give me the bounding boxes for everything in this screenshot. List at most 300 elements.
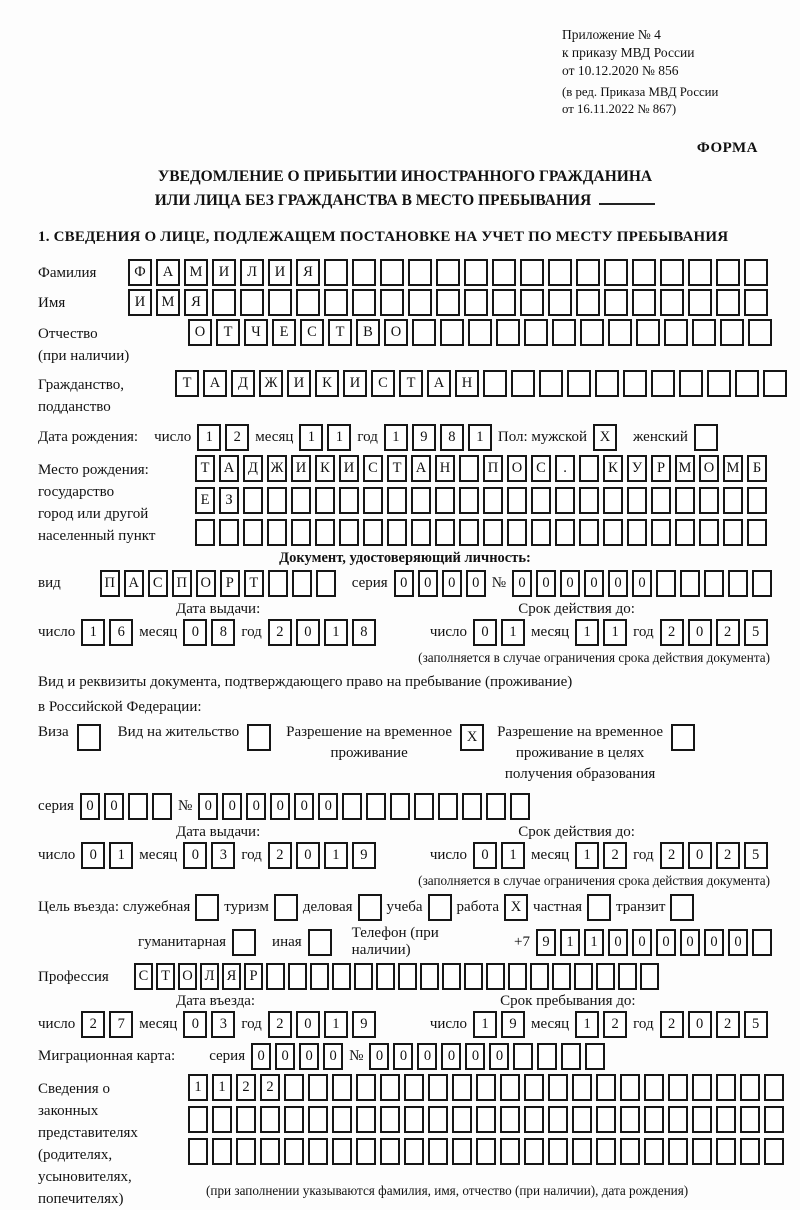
- char-box[interactable]: [728, 570, 748, 597]
- id-doc-number-input[interactable]: [512, 570, 772, 597]
- char-box[interactable]: 7: [109, 1011, 133, 1038]
- char-box[interactable]: [438, 793, 458, 820]
- char-box[interactable]: Е: [195, 487, 215, 514]
- char-box[interactable]: [651, 519, 671, 546]
- char-box[interactable]: 3: [211, 842, 235, 869]
- char-box[interactable]: 2: [660, 842, 684, 869]
- char-box[interactable]: [735, 370, 759, 397]
- char-box[interactable]: [332, 1106, 352, 1133]
- char-box[interactable]: [236, 1106, 256, 1133]
- surname-input[interactable]: [128, 259, 768, 286]
- char-box[interactable]: 0: [323, 1043, 343, 1070]
- char-box[interactable]: Т: [328, 319, 352, 346]
- char-box[interactable]: И: [291, 455, 311, 482]
- char-box[interactable]: [723, 519, 743, 546]
- char-box[interactable]: 0: [80, 793, 100, 820]
- char-box[interactable]: 0: [473, 619, 497, 646]
- char-box[interactable]: У: [627, 455, 647, 482]
- char-box[interactable]: 0: [512, 570, 532, 597]
- char-box[interactable]: [675, 487, 695, 514]
- id-doc-type-input[interactable]: [100, 570, 336, 597]
- char-box[interactable]: [291, 519, 311, 546]
- char-box[interactable]: [620, 1106, 640, 1133]
- char-box[interactable]: 1: [109, 842, 133, 869]
- char-box[interactable]: [632, 259, 656, 286]
- char-box[interactable]: [500, 1106, 520, 1133]
- purpose-official-checkbox[interactable]: [195, 894, 219, 921]
- char-box[interactable]: [716, 1138, 736, 1165]
- char-box[interactable]: [390, 793, 410, 820]
- char-box[interactable]: [468, 319, 492, 346]
- char-box[interactable]: М: [184, 259, 208, 286]
- char-box[interactable]: А: [219, 455, 239, 482]
- birthplace-input-row3[interactable]: [195, 519, 767, 546]
- char-box[interactable]: [356, 1074, 376, 1101]
- char-box[interactable]: 0: [608, 929, 628, 956]
- char-box[interactable]: 2: [660, 619, 684, 646]
- char-box[interactable]: 1: [299, 424, 323, 451]
- char-box[interactable]: 1: [384, 424, 408, 451]
- char-box[interactable]: М: [675, 455, 695, 482]
- char-box[interactable]: [404, 1074, 424, 1101]
- char-box[interactable]: [668, 1074, 688, 1101]
- char-box[interactable]: [579, 487, 599, 514]
- char-box[interactable]: [507, 487, 527, 514]
- char-box[interactable]: 2: [81, 1011, 105, 1038]
- char-box[interactable]: О: [196, 570, 216, 597]
- char-box[interactable]: [411, 487, 431, 514]
- char-box[interactable]: [618, 963, 637, 990]
- char-box[interactable]: 1: [560, 929, 580, 956]
- char-box[interactable]: П: [172, 570, 192, 597]
- char-box[interactable]: 5: [744, 1011, 768, 1038]
- char-box[interactable]: [376, 963, 395, 990]
- char-box[interactable]: [679, 370, 703, 397]
- char-box[interactable]: [596, 963, 615, 990]
- stay-year-input[interactable]: [660, 1011, 768, 1038]
- char-box[interactable]: [524, 319, 548, 346]
- id-expiry-day-input[interactable]: [473, 619, 525, 646]
- char-box[interactable]: 9: [352, 1011, 376, 1038]
- char-box[interactable]: 0: [418, 570, 438, 597]
- char-box[interactable]: [128, 793, 148, 820]
- birth-year-input[interactable]: [384, 424, 492, 451]
- char-box[interactable]: 0: [296, 619, 320, 646]
- char-box[interactable]: 0: [104, 793, 124, 820]
- char-box[interactable]: [692, 1074, 712, 1101]
- char-box[interactable]: [332, 1074, 352, 1101]
- char-box[interactable]: 2: [716, 1011, 740, 1038]
- char-box[interactable]: [555, 487, 575, 514]
- char-box[interactable]: [476, 1074, 496, 1101]
- char-box[interactable]: [580, 319, 604, 346]
- char-box[interactable]: 0: [688, 842, 712, 869]
- char-box[interactable]: 1: [324, 842, 348, 869]
- purpose-work-checkbox[interactable]: X: [504, 894, 528, 921]
- char-box[interactable]: [492, 259, 516, 286]
- char-box[interactable]: [492, 289, 516, 316]
- char-box[interactable]: 8: [440, 424, 464, 451]
- char-box[interactable]: [531, 487, 551, 514]
- char-box[interactable]: [352, 259, 376, 286]
- char-box[interactable]: [476, 1138, 496, 1165]
- char-box[interactable]: С: [148, 570, 168, 597]
- char-box[interactable]: [688, 289, 712, 316]
- char-box[interactable]: [260, 1138, 280, 1165]
- char-box[interactable]: 8: [352, 619, 376, 646]
- char-box[interactable]: [428, 1074, 448, 1101]
- char-box[interactable]: [608, 319, 632, 346]
- char-box[interactable]: [508, 963, 527, 990]
- char-box[interactable]: [680, 570, 700, 597]
- char-box[interactable]: А: [124, 570, 144, 597]
- purpose-private-checkbox[interactable]: [587, 894, 611, 921]
- char-box[interactable]: [496, 319, 520, 346]
- entry-month-input[interactable]: [183, 1011, 235, 1038]
- char-box[interactable]: [537, 1043, 557, 1070]
- char-box[interactable]: [531, 519, 551, 546]
- char-box[interactable]: [524, 1106, 544, 1133]
- char-box[interactable]: Т: [156, 963, 175, 990]
- char-box[interactable]: 0: [393, 1043, 413, 1070]
- char-box[interactable]: 0: [632, 570, 652, 597]
- purpose-transit-checkbox[interactable]: [670, 894, 694, 921]
- char-box[interactable]: [764, 1138, 784, 1165]
- char-box[interactable]: Л: [240, 259, 264, 286]
- char-box[interactable]: [623, 370, 647, 397]
- char-box[interactable]: [284, 1106, 304, 1133]
- char-box[interactable]: [644, 1138, 664, 1165]
- char-box[interactable]: [740, 1106, 760, 1133]
- char-box[interactable]: [644, 1074, 664, 1101]
- char-box[interactable]: А: [156, 259, 180, 286]
- char-box[interactable]: 9: [412, 424, 436, 451]
- char-box[interactable]: [524, 1074, 544, 1101]
- char-box[interactable]: [740, 1074, 760, 1101]
- char-box[interactable]: [752, 570, 772, 597]
- char-box[interactable]: 0: [296, 1011, 320, 1038]
- char-box[interactable]: [660, 259, 684, 286]
- char-box[interactable]: 1: [501, 842, 525, 869]
- char-box[interactable]: П: [483, 455, 503, 482]
- char-box[interactable]: [764, 1106, 784, 1133]
- char-box[interactable]: 0: [417, 1043, 437, 1070]
- char-box[interactable]: 0: [704, 929, 724, 956]
- res-issue-year-input[interactable]: [268, 842, 376, 869]
- char-box[interactable]: [596, 1074, 616, 1101]
- char-box[interactable]: 2: [603, 842, 627, 869]
- sex-female-checkbox[interactable]: [694, 424, 718, 451]
- char-box[interactable]: О: [178, 963, 197, 990]
- char-box[interactable]: 2: [716, 619, 740, 646]
- char-box[interactable]: 0: [246, 793, 266, 820]
- char-box[interactable]: 9: [352, 842, 376, 869]
- char-box[interactable]: [308, 1106, 328, 1133]
- representatives-input-row1[interactable]: [188, 1074, 784, 1101]
- char-box[interactable]: 2: [236, 1074, 256, 1101]
- char-box[interactable]: [188, 1106, 208, 1133]
- char-box[interactable]: [660, 289, 684, 316]
- char-box[interactable]: [632, 289, 656, 316]
- char-box[interactable]: .: [555, 455, 575, 482]
- char-box[interactable]: [651, 487, 671, 514]
- char-box[interactable]: О: [188, 319, 212, 346]
- char-box[interactable]: [764, 1074, 784, 1101]
- char-box[interactable]: [188, 1138, 208, 1165]
- char-box[interactable]: [435, 519, 455, 546]
- res-expiry-month-input[interactable]: [575, 842, 627, 869]
- char-box[interactable]: [324, 289, 348, 316]
- char-box[interactable]: 1: [575, 842, 599, 869]
- purpose-humanitarian-checkbox[interactable]: [232, 929, 256, 956]
- char-box[interactable]: [510, 793, 530, 820]
- char-box[interactable]: Р: [244, 963, 263, 990]
- representatives-input-row3[interactable]: [188, 1138, 784, 1165]
- char-box[interactable]: С: [363, 455, 383, 482]
- char-box[interactable]: 0: [296, 842, 320, 869]
- char-box[interactable]: [692, 319, 716, 346]
- char-box[interactable]: [363, 519, 383, 546]
- char-box[interactable]: [704, 570, 724, 597]
- char-box[interactable]: [720, 319, 744, 346]
- char-box[interactable]: [464, 963, 483, 990]
- char-box[interactable]: [572, 1138, 592, 1165]
- char-box[interactable]: Ж: [267, 455, 287, 482]
- char-box[interactable]: [548, 259, 572, 286]
- char-box[interactable]: [486, 963, 505, 990]
- char-box[interactable]: 5: [744, 619, 768, 646]
- char-box[interactable]: 1: [324, 619, 348, 646]
- char-box[interactable]: [548, 1138, 568, 1165]
- char-box[interactable]: Ф: [128, 259, 152, 286]
- char-box[interactable]: М: [156, 289, 180, 316]
- char-box[interactable]: 1: [468, 424, 492, 451]
- purpose-tourism-checkbox[interactable]: [274, 894, 298, 921]
- char-box[interactable]: [692, 1138, 712, 1165]
- char-box[interactable]: [352, 289, 376, 316]
- char-box[interactable]: [572, 1074, 592, 1101]
- char-box[interactable]: 2: [268, 842, 292, 869]
- char-box[interactable]: [380, 1138, 400, 1165]
- char-box[interactable]: [627, 487, 647, 514]
- char-box[interactable]: [483, 487, 503, 514]
- purpose-business-checkbox[interactable]: [358, 894, 382, 921]
- char-box[interactable]: [296, 289, 320, 316]
- char-box[interactable]: [292, 570, 312, 597]
- char-box[interactable]: 0: [441, 1043, 461, 1070]
- char-box[interactable]: [752, 929, 772, 956]
- char-box[interactable]: 0: [222, 793, 242, 820]
- char-box[interactable]: [530, 963, 549, 990]
- char-box[interactable]: М: [723, 455, 743, 482]
- char-box[interactable]: [604, 259, 628, 286]
- char-box[interactable]: [354, 963, 373, 990]
- char-box[interactable]: Т: [387, 455, 407, 482]
- char-box[interactable]: [744, 259, 768, 286]
- id-issue-month-input[interactable]: [183, 619, 235, 646]
- char-box[interactable]: [555, 519, 575, 546]
- char-box[interactable]: 0: [183, 842, 207, 869]
- char-box[interactable]: [520, 289, 544, 316]
- char-box[interactable]: 3: [211, 1011, 235, 1038]
- char-box[interactable]: [524, 1138, 544, 1165]
- char-box[interactable]: 0: [608, 570, 628, 597]
- char-box[interactable]: 0: [728, 929, 748, 956]
- char-box[interactable]: [603, 487, 623, 514]
- char-box[interactable]: [324, 259, 348, 286]
- char-box[interactable]: [748, 319, 772, 346]
- id-expiry-month-input[interactable]: [575, 619, 627, 646]
- char-box[interactable]: [356, 1138, 376, 1165]
- purpose-other-checkbox[interactable]: [308, 929, 332, 956]
- char-box[interactable]: [644, 1106, 664, 1133]
- char-box[interactable]: [243, 519, 263, 546]
- char-box[interactable]: Н: [455, 370, 479, 397]
- char-box[interactable]: [699, 519, 719, 546]
- citizenship-input[interactable]: [175, 370, 787, 397]
- birth-day-input[interactable]: [197, 424, 249, 451]
- char-box[interactable]: 2: [716, 842, 740, 869]
- char-box[interactable]: 8: [211, 619, 235, 646]
- char-box[interactable]: [212, 1138, 232, 1165]
- char-box[interactable]: Д: [243, 455, 263, 482]
- char-box[interactable]: 1: [212, 1074, 232, 1101]
- char-box[interactable]: [476, 1106, 496, 1133]
- char-box[interactable]: 2: [225, 424, 249, 451]
- char-box[interactable]: [452, 1074, 472, 1101]
- char-box[interactable]: [548, 289, 572, 316]
- char-box[interactable]: [692, 1106, 712, 1133]
- char-box[interactable]: Ж: [259, 370, 283, 397]
- char-box[interactable]: [404, 1106, 424, 1133]
- migration-series-input[interactable]: [251, 1043, 343, 1070]
- char-box[interactable]: К: [315, 370, 339, 397]
- char-box[interactable]: Я: [184, 289, 208, 316]
- char-box[interactable]: [212, 1106, 232, 1133]
- char-box[interactable]: И: [343, 370, 367, 397]
- char-box[interactable]: 0: [183, 1011, 207, 1038]
- char-box[interactable]: 0: [442, 570, 462, 597]
- char-box[interactable]: [627, 519, 647, 546]
- char-box[interactable]: Ч: [244, 319, 268, 346]
- char-box[interactable]: [747, 519, 767, 546]
- char-box[interactable]: 0: [318, 793, 338, 820]
- char-box[interactable]: [243, 487, 263, 514]
- char-box[interactable]: [308, 1074, 328, 1101]
- char-box[interactable]: 5: [744, 842, 768, 869]
- char-box[interactable]: [668, 1106, 688, 1133]
- char-box[interactable]: [603, 519, 623, 546]
- char-box[interactable]: 0: [489, 1043, 509, 1070]
- char-box[interactable]: [267, 487, 287, 514]
- char-box[interactable]: [640, 963, 659, 990]
- char-box[interactable]: 0: [294, 793, 314, 820]
- char-box[interactable]: [420, 963, 439, 990]
- char-box[interactable]: 1: [473, 1011, 497, 1038]
- char-box[interactable]: С: [300, 319, 324, 346]
- char-box[interactable]: [268, 289, 292, 316]
- char-box[interactable]: П: [100, 570, 120, 597]
- char-box[interactable]: 0: [369, 1043, 389, 1070]
- char-box[interactable]: [716, 1074, 736, 1101]
- char-box[interactable]: [459, 519, 479, 546]
- char-box[interactable]: [552, 319, 576, 346]
- char-box[interactable]: К: [603, 455, 623, 482]
- temp-residence-checkbox[interactable]: X: [460, 724, 484, 751]
- id-doc-series-input[interactable]: [394, 570, 486, 597]
- char-box[interactable]: [288, 963, 307, 990]
- char-box[interactable]: [342, 793, 362, 820]
- char-box[interactable]: 0: [688, 1011, 712, 1038]
- char-box[interactable]: [436, 259, 460, 286]
- char-box[interactable]: Я: [296, 259, 320, 286]
- char-box[interactable]: [572, 1106, 592, 1133]
- visa-checkbox[interactable]: [77, 724, 101, 751]
- char-box[interactable]: 0: [394, 570, 414, 597]
- char-box[interactable]: [511, 370, 535, 397]
- char-box[interactable]: [716, 289, 740, 316]
- char-box[interactable]: [464, 289, 488, 316]
- char-box[interactable]: [436, 289, 460, 316]
- char-box[interactable]: [699, 487, 719, 514]
- char-box[interactable]: [412, 319, 436, 346]
- char-box[interactable]: [356, 1106, 376, 1133]
- char-box[interactable]: 6: [109, 619, 133, 646]
- char-box[interactable]: Т: [175, 370, 199, 397]
- entry-day-input[interactable]: [81, 1011, 133, 1038]
- res-doc-series-input[interactable]: [80, 793, 172, 820]
- char-box[interactable]: О: [507, 455, 527, 482]
- char-box[interactable]: [195, 519, 215, 546]
- char-box[interactable]: К: [315, 455, 335, 482]
- char-box[interactable]: О: [699, 455, 719, 482]
- char-box[interactable]: 0: [299, 1043, 319, 1070]
- char-box[interactable]: 2: [603, 1011, 627, 1038]
- char-box[interactable]: 2: [268, 1011, 292, 1038]
- char-box[interactable]: [310, 963, 329, 990]
- char-box[interactable]: [552, 963, 571, 990]
- char-box[interactable]: [744, 289, 768, 316]
- char-box[interactable]: А: [203, 370, 227, 397]
- char-box[interactable]: [435, 487, 455, 514]
- char-box[interactable]: [716, 259, 740, 286]
- char-box[interactable]: [332, 963, 351, 990]
- id-issue-day-input[interactable]: [81, 619, 133, 646]
- char-box[interactable]: [763, 370, 787, 397]
- char-box[interactable]: [284, 1138, 304, 1165]
- char-box[interactable]: [404, 1138, 424, 1165]
- char-box[interactable]: С: [531, 455, 551, 482]
- char-box[interactable]: [411, 519, 431, 546]
- char-box[interactable]: [620, 1138, 640, 1165]
- char-box[interactable]: [513, 1043, 533, 1070]
- char-box[interactable]: 2: [268, 619, 292, 646]
- char-box[interactable]: 1: [327, 424, 351, 451]
- char-box[interactable]: [240, 289, 264, 316]
- id-issue-year-input[interactable]: [268, 619, 376, 646]
- char-box[interactable]: 1: [501, 619, 525, 646]
- char-box[interactable]: 0: [473, 842, 497, 869]
- char-box[interactable]: [548, 1074, 568, 1101]
- char-box[interactable]: 1: [603, 619, 627, 646]
- char-box[interactable]: [408, 259, 432, 286]
- char-box[interactable]: [266, 963, 285, 990]
- char-box[interactable]: [452, 1106, 472, 1133]
- char-box[interactable]: И: [268, 259, 292, 286]
- char-box[interactable]: [428, 1138, 448, 1165]
- res-issue-month-input[interactable]: [183, 842, 235, 869]
- sex-male-checkbox[interactable]: X: [593, 424, 617, 451]
